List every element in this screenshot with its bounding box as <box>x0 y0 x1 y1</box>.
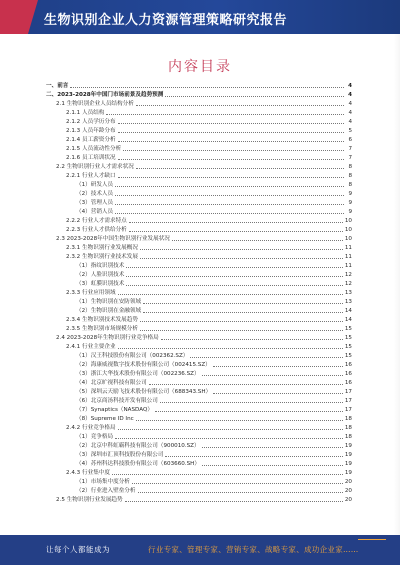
toc-leader-dots <box>118 159 344 160</box>
toc-entry-title: 2.1.6 员工培训状况 <box>66 155 116 161</box>
toc-leader-dots <box>202 447 343 448</box>
toc-leader-dots <box>106 114 344 115</box>
toc-entry-page: 17 <box>344 398 352 404</box>
toc-entry-page: 15 <box>344 326 352 332</box>
toc-entry-title: 2.3.2 生物识别行业技术发展 <box>66 254 138 260</box>
toc-entry-page: 6 <box>348 137 352 143</box>
toc-entry-title: （2）行业进入壁垒分析 <box>76 488 136 494</box>
toc-entry-title: （3）虹膜识别技术 <box>76 281 125 287</box>
toc-entry-title: 2.1 生物识别企业人员结构分析 <box>56 101 134 107</box>
toc-entry-title: （1）指纹识别技术 <box>76 263 125 269</box>
toc-leader-dots <box>136 105 344 106</box>
toc-entry-page: 9 <box>348 200 352 206</box>
toc-entry-page: 17 <box>344 389 352 395</box>
toc-entry-page: 4 <box>348 83 352 89</box>
toc-leader-dots <box>165 96 344 97</box>
toc-leader-dots <box>155 411 343 412</box>
report-footer <box>0 535 400 565</box>
toc-entry-page: 10 <box>344 218 352 224</box>
toc-entry-page: 8 <box>348 182 352 188</box>
toc-entry-title: 2.3.1 生物识别行业发展概况 <box>66 245 138 251</box>
toc-entry-title: 2.1.4 员工薪资分析 <box>66 137 116 143</box>
toc-leader-dots <box>115 213 344 214</box>
toc-leader-dots <box>115 186 344 187</box>
toc-leader-dots <box>136 168 344 169</box>
toc-entry-page: 14 <box>344 308 352 314</box>
toc-leader-dots <box>129 222 343 223</box>
toc-entry-page: 7 <box>348 146 352 152</box>
toc-entry-page: 20 <box>344 488 352 494</box>
page-edge-shade <box>394 34 400 535</box>
toc-entry-page: 10 <box>344 236 352 242</box>
toc-entry-page: 12 <box>344 281 352 287</box>
toc-entry-page: 19 <box>344 461 352 467</box>
toc-entry-title: 2.2.1 行业人才缺口 <box>66 173 116 179</box>
toc-leader-dots <box>213 366 343 367</box>
toc-leader-dots <box>143 303 343 304</box>
footer-decoration <box>358 539 386 544</box>
toc-entry-page: 10 <box>344 227 352 233</box>
toc-entry-title: 2.1.2 人员学历分布 <box>66 119 116 125</box>
toc-entry-title: （4）营销人员 <box>76 209 114 215</box>
toc-leader-dots <box>126 276 343 277</box>
toc-leader-dots <box>190 357 342 358</box>
toc-entry-title: （1）生物识别在安防领域 <box>76 299 142 305</box>
toc-entry-page: 20 <box>344 497 352 503</box>
toc-leader-dots <box>160 402 343 403</box>
footer-slogan: 让每个人都能成为 <box>46 545 110 554</box>
toc-leader-dots <box>126 285 343 286</box>
toc-entry-page: 19 <box>344 443 352 449</box>
toc-leader-dots <box>132 483 343 484</box>
toc-entry-title: 2.1.5 人员流动性分析 <box>66 146 122 152</box>
toc-entry-title: （2）北京中科虹霸科技有限公司（900010.SZ） <box>76 443 200 449</box>
toc-entry-page: 8 <box>348 164 352 170</box>
toc-entry-page: 12 <box>344 272 352 278</box>
toc-entry-title: 2.3 2023-2028年中国生物识别行业发展状况 <box>56 236 170 242</box>
toc-entry-page: 15 <box>344 335 352 341</box>
toc-entry-title: （1）汉王科技股份有限公司（002362.SZ） <box>76 353 189 359</box>
toc-entry-page: 15 <box>344 353 352 359</box>
toc-entry-title: （4）北京旷视科技有限公司 <box>76 380 147 386</box>
toc-entry-title: 2.4 2023-2028年生物识别行业竞争格局 <box>56 335 159 341</box>
toc-leader-dots <box>115 195 344 196</box>
toc-entry-page: 13 <box>344 299 352 305</box>
toc-leader-dots <box>125 501 343 502</box>
toc-leader-dots <box>118 348 343 349</box>
toc-leader-dots <box>136 420 343 421</box>
toc-entry-title: （3）深圳市汇顶科技股份有限公司 <box>76 452 164 458</box>
toc-leader-dots <box>140 258 343 259</box>
toc-leader-dots <box>118 132 344 133</box>
toc-entry-title: （1）竞争格局 <box>76 434 114 440</box>
toc-entry-title: 2.1.3 人员年龄分布 <box>66 128 116 134</box>
toc-entry-page: 20 <box>344 479 352 485</box>
toc-entry-page: 4 <box>348 110 352 116</box>
report-header <box>0 0 400 34</box>
toc-leader-dots <box>118 429 343 430</box>
toc-entry-page: 4 <box>348 119 352 125</box>
toc-entry-title: 2.4.1 行业主要企业 <box>66 344 116 350</box>
toc-entry-page: 8 <box>348 173 352 179</box>
toc-leader-dots <box>115 438 343 439</box>
toc-leader-dots <box>140 249 343 250</box>
toc-entry[interactable] <box>56 494 352 504</box>
toc-entry-title: （1）市场集中度分析 <box>76 479 130 485</box>
toc-entry-page: 15 <box>344 344 352 350</box>
toc-entry-title: （1）研发人员 <box>76 182 114 188</box>
toc-entry-title: 2.3.4 生物识别技术发展趋势 <box>66 317 138 323</box>
toc-entry-title: 2.2.2 行业人才需求特点 <box>66 218 127 224</box>
toc-leader-dots <box>143 312 343 313</box>
toc-leader-dots <box>149 384 343 385</box>
toc-entry-page: 19 <box>344 470 352 476</box>
toc-leader-dots <box>118 141 344 142</box>
toc-entry-title: 2.5 生物识别行业发展趋势 <box>56 497 123 503</box>
toc-leader-dots <box>138 492 343 493</box>
toc-leader-dots <box>126 267 343 268</box>
toc-leader-dots <box>112 474 343 475</box>
toc-entry-title: （3）浙江大华技术股份有限公司（002236.SZ） <box>76 371 200 377</box>
toc-entry-title: 2.4.3 行业集中度 <box>66 470 110 476</box>
toc-entry-page: 7 <box>348 155 352 161</box>
toc-entry-title: （7）Synaptics（NASDAQ） <box>76 407 153 413</box>
toc-entry-page: 17 <box>344 407 352 413</box>
toc-leader-dots <box>202 465 343 466</box>
toc-entry-title: 2.1.1 人员结构 <box>66 110 105 116</box>
toc-heading: 内容目录 <box>168 59 232 75</box>
toc-entry-title: 2.2 生物识别行业人才需求状况 <box>56 164 134 170</box>
toc-entry-page: 13 <box>344 290 352 296</box>
toc-leader-dots <box>129 231 343 232</box>
toc-entry-title: （3）管理人员 <box>76 200 114 206</box>
toc-leader-dots <box>140 321 343 322</box>
toc-entry-page: 5 <box>348 128 352 134</box>
toc-entry-page: 4 <box>348 101 352 107</box>
toc-entry-page: 11 <box>344 263 352 269</box>
toc-entry-page: 9 <box>348 191 352 197</box>
toc-leader-dots <box>140 330 343 331</box>
toc-entry-title: （5）深圳云天励飞技术股份有限公司（688343.SH） <box>76 389 212 395</box>
toc-entry-page: 4 <box>348 92 352 98</box>
toc-entry-page: 14 <box>344 317 352 323</box>
toc-leader-dots <box>165 456 342 457</box>
toc-entry-title: （2）海康威视数字技术股份有限公司（002415.SZ） <box>76 362 211 368</box>
toc-entry-title: 二、2023-2028年中国门市场前景及趋势预测 <box>46 92 164 98</box>
toc-entry-title: （6）北京商汤科技开发有限公司 <box>76 398 158 404</box>
toc-leader-dots <box>123 150 344 151</box>
toc-leader-dots <box>118 177 344 178</box>
toc-entry-page: 11 <box>344 245 352 251</box>
toc-leader-dots <box>213 393 343 394</box>
toc-entry-page: 19 <box>344 452 352 458</box>
toc-entry-title: （4）苏州科达科技股份有限公司（603660.SH） <box>76 461 200 467</box>
toc-entry-page: 16 <box>344 380 352 386</box>
toc-leader-dots <box>161 339 343 340</box>
toc-entry-title: （2）技术人员 <box>76 191 114 197</box>
toc-entry-title: 2.2.3 行业人才供给分析 <box>66 227 127 233</box>
toc-entry-title: （2）人脸识别技术 <box>76 272 125 278</box>
toc-entry-title: （8）Supreme ID Inc <box>76 416 134 422</box>
toc-leader-dots <box>118 123 344 124</box>
footer-tagline: 行业专家、管理专家、营销专家、战略专家、成功企业家…… <box>148 545 359 554</box>
toc-entry-page: 18 <box>344 416 352 422</box>
toc-leader-dots <box>115 204 344 205</box>
toc-entry-title: 2.4.2 行业竞争格局 <box>66 425 116 431</box>
toc-entry-page: 16 <box>344 371 352 377</box>
toc-leader-dots <box>118 294 343 295</box>
toc-entry-page: 11 <box>344 254 352 260</box>
toc-entry-page: 18 <box>344 425 352 431</box>
header-accent-bar <box>0 0 28 34</box>
toc-entry-title: 一、前言 <box>46 83 69 89</box>
report-title: 生物识别企业人力资源管理策略研究报告 <box>44 13 288 28</box>
toc-entry-page: 16 <box>344 362 352 368</box>
toc-leader-dots <box>172 240 343 241</box>
toc-entry-title: 2.3.3 行业应用领域 <box>66 290 116 296</box>
toc-entry-page: 9 <box>348 209 352 215</box>
toc-leader-dots <box>202 375 343 376</box>
toc-entry-title: 2.3.5 生物识别市场规模分析 <box>66 326 138 332</box>
toc-entry-title: （2）生物识别在金融领域 <box>76 308 142 314</box>
toc-leader-dots <box>70 87 344 88</box>
toc-entry-page: 18 <box>344 434 352 440</box>
